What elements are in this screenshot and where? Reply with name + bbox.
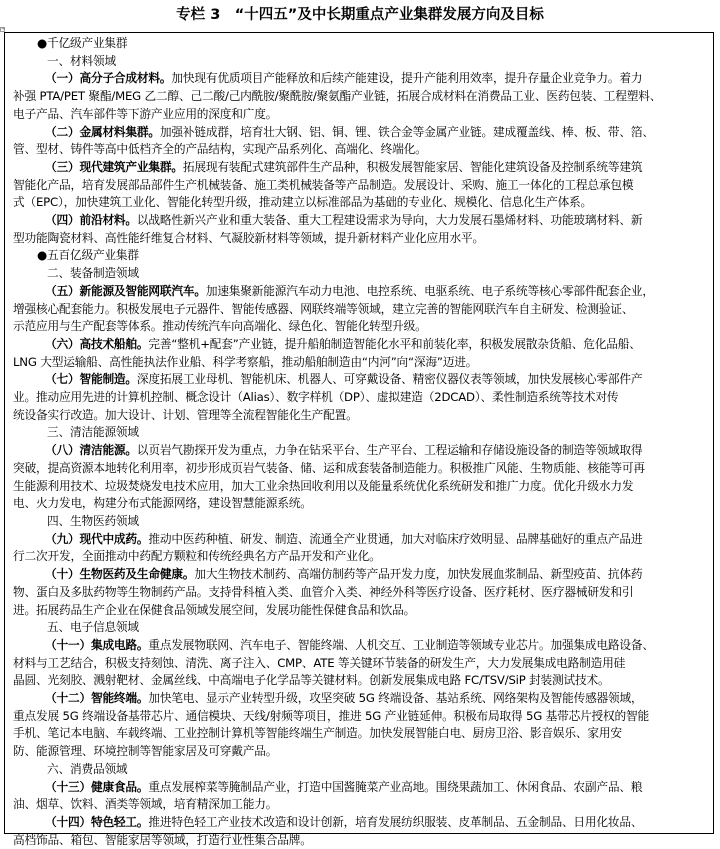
section-heading: 四、生物医药领域 <box>47 513 139 528</box>
item-line: 手机、笔记本电脑、车载终端、工业控制计算机等智能终端生产制造。加快发展智能白电、厨房卫浴、影音娱乐、家用安 <box>13 726 622 741</box>
item-label: （一）高分子合成材料。 <box>45 71 172 86</box>
item-label: （三）现代建筑产业集群。 <box>45 159 183 174</box>
section-heading: 五、电子信息领域 <box>47 620 139 635</box>
item-line: 示范应用与生产配套等体系。推动传统汽车向高端化、绿色化、智能化转型升级。 <box>13 319 427 334</box>
item-line: 材料与工艺结合，积极支持刻蚀、清洗、离子注入、CMP、ATE 等关键环节装备的研发生产，大力发展集成电路制造用硅 <box>13 655 626 670</box>
item-line: 管、型材、铸件等高中低档齐全的产品结构，实现产品系列化、高端化、终端化。 <box>13 142 427 157</box>
item-text: 重点发展榨菜等腌制品产业，打造中国酱腌菜产业高地。围绕果蔬加工、休闲食品、农副产品、粮 <box>148 779 643 794</box>
item-text: 加大生物技术制药、高端仿制药等产品开发力度，加快发展血浆制品、新型疫苗、抗体药 <box>194 567 643 582</box>
item-text: 重点发展物联网、汽车电子、智能终端、人机交互、工业制造等领域专业芯片。加强集成电路设备、 <box>148 637 654 652</box>
section-heading: 二、装备制造领域 <box>47 266 139 281</box>
item-line: 式（EPC），加快建筑工业化、智能化转型升级，推动建立以标准部品为基础的专业化、规模化、信息化生产体系。 <box>13 195 593 210</box>
group-heading: ●千亿级产业集群 <box>37 36 128 50</box>
item-line: 智能化产品，培育发展部品部件生产机械装备、施工类机械装备等产品制造。发展设计、采购、施工一体化的工程总承包模 <box>13 177 634 192</box>
table-anchor-icon: + <box>1 26 6 32</box>
section-heading: 一、材料领域 <box>47 53 116 68</box>
item-line: 防、能源管理、环境控制等智能家居及可穿戴产品。 <box>13 744 278 759</box>
item-label: （十三）健康食品。 <box>45 779 149 794</box>
item-text: 推进特色轻工产业技术改造和设计创新，培育发展纺织服装、皮革制品、五金制品、日用化妆品、 <box>148 814 643 829</box>
item-line: 补强 PTA/PET 聚酯/MEG 乙二醇、己二酸/己内酰胺/聚酰胺/聚氨酯产业链，拓展合成材料在消费品工业、医药包装、工程塑料、 <box>13 89 662 104</box>
item-label: （八）清洁能源。 <box>45 443 137 458</box>
item-label: （五）新能源及智能网联汽车。 <box>45 283 206 298</box>
item-line <box>13 690 707 708</box>
item-label: （九）现代中成药。 <box>45 531 149 546</box>
item-label: （十）生物医药及生命健康。 <box>45 567 195 582</box>
group-heading: ●五百亿级产业集群 <box>37 248 139 263</box>
item-text: 推动中医药种植、研发、制造、流通全产业贯通，加大对临床疗效明显、品牌基础好的重点产品进 <box>148 531 643 546</box>
item-text: 加强补链成群，培育壮大钢、铝、铜、锂、铁合金等金属产业链。建成覆盖线、棒、板、带、箔、 <box>159 124 654 139</box>
item-line <box>13 779 707 797</box>
page-title: 专栏 3 “十四五”及中长期重点产业集群发展方向及目标 <box>176 7 544 23</box>
item-line: 业。推动应用先进的计算机控制、概念设计（Alias）、数字样机（DP）、虚拟建造（2DCAD）、柔性制造系统等技术对传 <box>13 390 619 405</box>
item-text: 完善“整机+配套”产业链，提升船舶制造智能化水平和前装化率，积极发展散杂货船、危化品船、 <box>148 336 641 351</box>
item-text: 以页岩气勘探开发为重点，力争在钻采平台、生产平台、工程运输和存储设施设备的制造等领域取得 <box>136 443 643 458</box>
item-line: 油、烟草、饮料、酒类等领域，培育精深加工能力。 <box>13 797 278 812</box>
item-line <box>13 531 707 549</box>
item-line: LNG 大型运输船、高性能执法作业船、科学考察船，推动船舶制造由“内河”向“深海”迈进。 <box>13 354 478 369</box>
item-label: （七）智能制造。 <box>45 372 137 387</box>
item-line: 重点发展 5G 终端设备基带芯片、通信模块、天线/射频等项目，推进 5G 产业链延伸。积极布局取得 5G 基带芯片授权的智能 <box>13 708 649 723</box>
item-text: 加快笔电、显示产业转型升级，攻坚突破 5G 终端设备、基站系统、网络架构及智能传感器领域， <box>148 691 643 706</box>
item-line <box>13 212 707 230</box>
item-text: 以战略性新兴产业和重大装备、重大工程建设需求为导向，大力发展石墨烯材料、功能玻璃材料、新 <box>136 213 643 228</box>
item-line: 高档饰品、箱包、智能家居等领域，打造行业性集合品牌。 <box>13 832 312 847</box>
section-heading: 三、清洁能源领域 <box>47 425 139 440</box>
item-line: 晶圆、光刻胶、溅射靶材、金属丝线、中高端电子化学品等关键材料。创新发展集成电路 FC/TSV/SiP 封装测试技术。 <box>13 673 610 688</box>
item-line <box>13 283 707 301</box>
item-label: （十四）特色轻工。 <box>45 814 149 829</box>
item-label: （二）金属材料集群。 <box>45 124 160 139</box>
item-line <box>13 336 707 354</box>
item-line: 物、蛋白及多肽药物等生物制药产品。支持骨科植入类、血管介入类、神经外科等医疗设备、医疗耗材、医疗器械研发和引 <box>13 584 634 599</box>
item-line <box>13 159 707 177</box>
item-line <box>13 70 707 88</box>
item-label: （十一）集成电路。 <box>45 637 149 652</box>
item-line: 进。拓展药品生产企业在保健食品领域发展空间，发展功能性保健食品和饮品。 <box>13 602 416 617</box>
item-line <box>13 637 707 655</box>
item-line: 统设备实行改造。加大设计、计划、管理等全流程智能化生产配置。 <box>13 407 358 422</box>
item-label: （十二）智能终端。 <box>45 691 149 706</box>
item-line <box>13 124 707 142</box>
column-box <box>4 32 714 847</box>
item-text: 加快现有优质项目产能释放和后续产能建设，提升产能利用效率，提升存量企业竞争力。着力 <box>171 71 643 86</box>
item-text: 拓展现有装配式建筑部件生产品种，积极发展智能家居、智能化建筑设备及控制系统等建筑 <box>182 159 643 174</box>
item-label: （六）高技术船舶。 <box>45 336 149 351</box>
item-line: 型功能陶瓷材料、高性能纤维复合材料、气凝胶新材料等领域，提升新材料产业化应用水平。 <box>13 230 484 245</box>
item-line: 电子产品、汽车部件等下游产业应用的深度和广度。 <box>13 106 278 121</box>
item-text: 加速集聚新能源汽车动力电池、电控系统、电驱系统、电子系统等核心零部件配套企业， <box>205 283 654 298</box>
item-text: 深度拓展工业母机、智能机床、机器人、可穿戴设备、精密仪器仪表等领域，加快发展核心零部件产 <box>136 372 643 387</box>
section-heading: 六、消费品领域 <box>47 761 128 776</box>
item-line <box>13 814 707 832</box>
item-line <box>13 566 707 584</box>
item-line <box>13 442 707 460</box>
item-line <box>13 371 707 389</box>
item-line: 突破，提高资源本地转化利用率，初步形成页岩气装备、储、运和成套装备制造能力。积极推广风能、生物质能、核能等可再 <box>13 460 645 475</box>
item-line: 行二次开发，全面推动中药配方颗粒和传统经典名方产品开发和产业化。 <box>13 549 381 564</box>
item-line: 增强核心配套能力。积极发展电子元器件、智能传感器、网联终端等领域，建立完善的智能网联汽车自主研发、检测验证、 <box>13 301 634 316</box>
item-line: 生能源利用技术、垃圾焚烧发电技术应用，加大工业余热回收利用以及能量系统优化系统研发和推广力度。优化升级水力发 <box>13 478 634 493</box>
item-label: （四）前沿材料。 <box>45 213 137 228</box>
item-line: 电、火力发电，构建分布式能源网络，建设智慧能源系统。 <box>13 496 312 511</box>
